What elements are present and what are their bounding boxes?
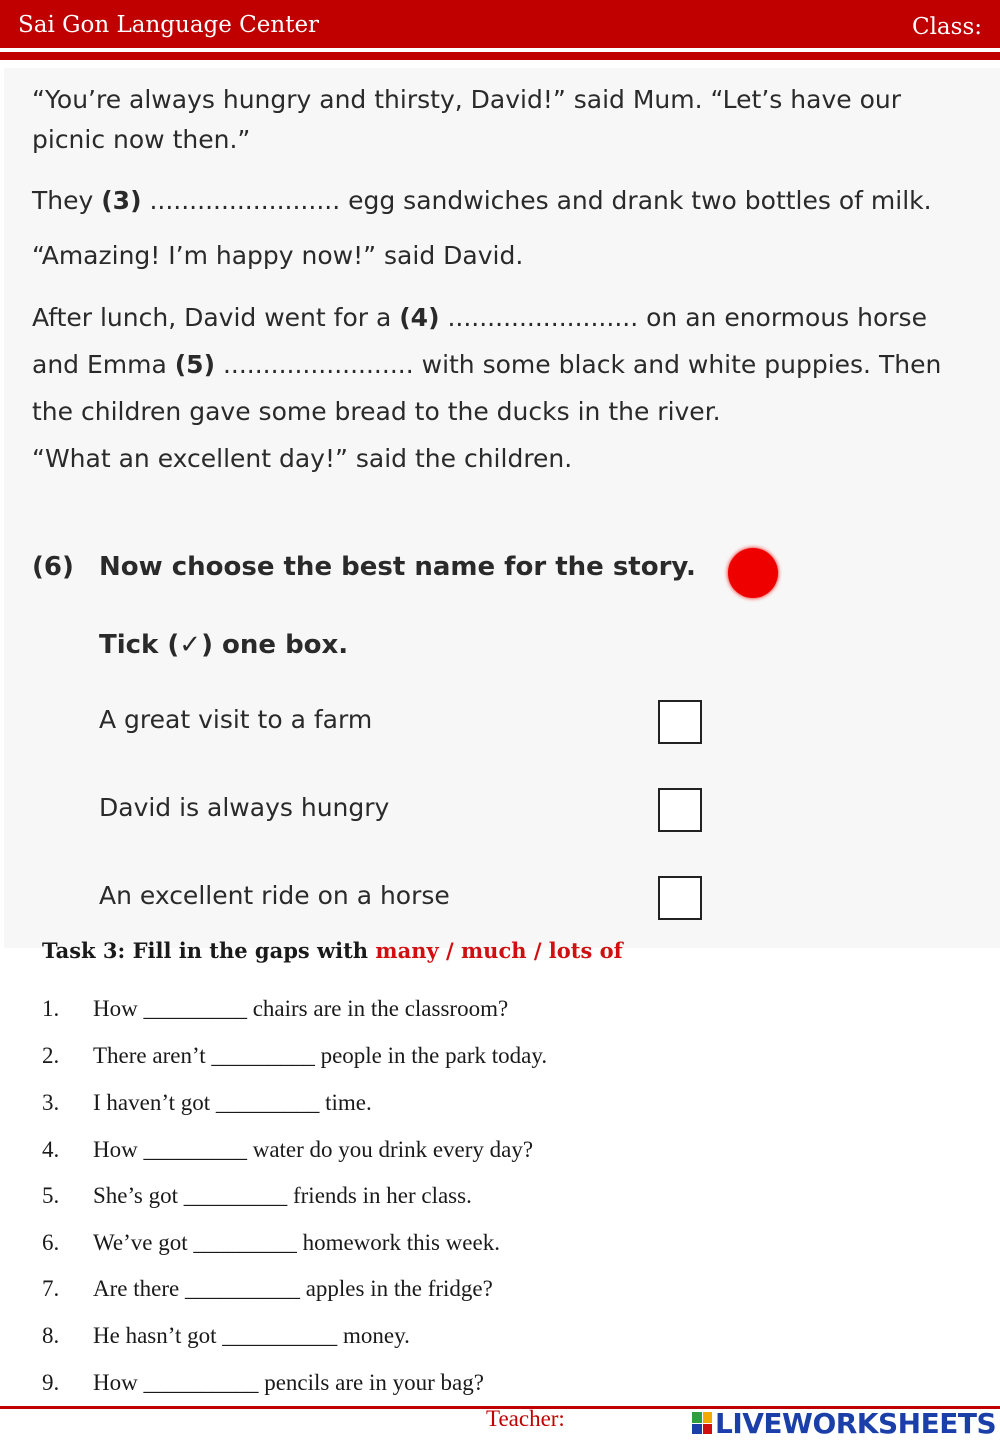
story-text: After lunch, David went for a: [32, 303, 400, 332]
item-text: He hasn’t got __________ money.: [93, 1323, 410, 1348]
task-item: [42, 1090, 372, 1116]
item-number: 9.: [42, 1370, 60, 1395]
story-line: the children gave some bread to the ducks in the river.: [32, 397, 721, 426]
story-line: picnic now then.”: [32, 125, 251, 154]
story-panel: [4, 68, 1000, 948]
story-line: “Amazing! I’m happy now!” said David.: [32, 241, 524, 270]
task-item: [42, 1043, 547, 1069]
option-label: A great visit to a farm: [99, 705, 373, 734]
task-item: [42, 1183, 472, 1209]
story-line-gap-5: [32, 350, 941, 379]
item-text: I haven’t got _________ time.: [93, 1090, 372, 1115]
question-6-text: Now choose the best name for the story.: [99, 552, 696, 582]
story-text: ........................ with some black and white puppies. Then: [215, 350, 942, 379]
task-title-words: many / much / lots of: [375, 938, 623, 963]
teacher-label: Teacher:: [486, 1406, 565, 1431]
item-number: 6.: [42, 1230, 60, 1255]
item-text: We’ve got _________ homework this week.: [93, 1230, 500, 1255]
story-line-gap-4: [32, 303, 927, 332]
item-text: How __________ pencils are in your bag?: [93, 1370, 484, 1395]
task-item: [42, 1323, 410, 1349]
task-title-prefix: Task 3: Fill in the gaps with: [42, 938, 376, 963]
option-checkbox-3[interactable]: [658, 876, 702, 920]
option-checkbox-2[interactable]: [658, 788, 702, 832]
question-6-number: (6): [32, 552, 74, 582]
item-text: How _________ chairs are in the classroom?: [93, 996, 509, 1021]
task-item: [42, 1137, 533, 1163]
item-number: 2.: [42, 1043, 60, 1068]
record-dot-icon[interactable]: [728, 548, 778, 598]
item-text: Are there __________ apples in the fridge?: [93, 1276, 493, 1301]
item-text: There aren’t _________ people in the park today.: [93, 1043, 548, 1068]
option-label: David is always hungry: [99, 793, 390, 822]
task-item: [42, 1276, 493, 1302]
story-line: “You’re always hungry and thirsty, David!” said Mum. “Let’s have our: [32, 85, 901, 114]
class-label: Class:: [911, 14, 982, 40]
option-checkbox-1[interactable]: [658, 700, 702, 744]
item-number: 1.: [42, 996, 60, 1021]
liveworksheets-brand: LIVEWORKSHEETS: [715, 1406, 997, 1440]
story-text: and Emma: [32, 350, 175, 379]
story-line: “What an excellent day!” said the children.: [32, 444, 573, 473]
liveworksheets-logo[interactable]: [692, 1408, 996, 1438]
story-text: They: [32, 186, 102, 215]
story-text: ........................ egg sandwiches and drank two bottles of milk.: [141, 186, 932, 215]
gap-number-3: (3): [101, 186, 142, 215]
task-item: [42, 1370, 484, 1396]
gap-number-4: (4): [399, 303, 440, 332]
option-label: An excellent ride on a horse: [99, 881, 450, 910]
item-number: 3.: [42, 1090, 60, 1115]
center-name: Sai Gon Language Center: [18, 12, 320, 38]
story-line-gap-3: [32, 186, 932, 215]
item-number: 4.: [42, 1137, 60, 1162]
item-text: She’s got _________ friends in her class.: [93, 1183, 472, 1208]
gap-number-5: (5): [174, 350, 215, 379]
liveworksheets-logo-icon: [692, 1412, 712, 1434]
header-bar: [0, 0, 1000, 48]
task-item: [42, 996, 508, 1022]
task-item: [42, 1230, 500, 1256]
item-number: 5.: [42, 1183, 60, 1208]
tick-instruction: Tick (✓) one box.: [99, 630, 349, 660]
task-3-title: [42, 938, 623, 963]
item-text: How _________ water do you drink every day?: [93, 1137, 534, 1162]
item-number: 8.: [42, 1323, 60, 1348]
story-text: ........................ on an enormous horse: [439, 303, 927, 332]
item-number: 7.: [42, 1276, 60, 1301]
header-divider: [0, 52, 1000, 60]
